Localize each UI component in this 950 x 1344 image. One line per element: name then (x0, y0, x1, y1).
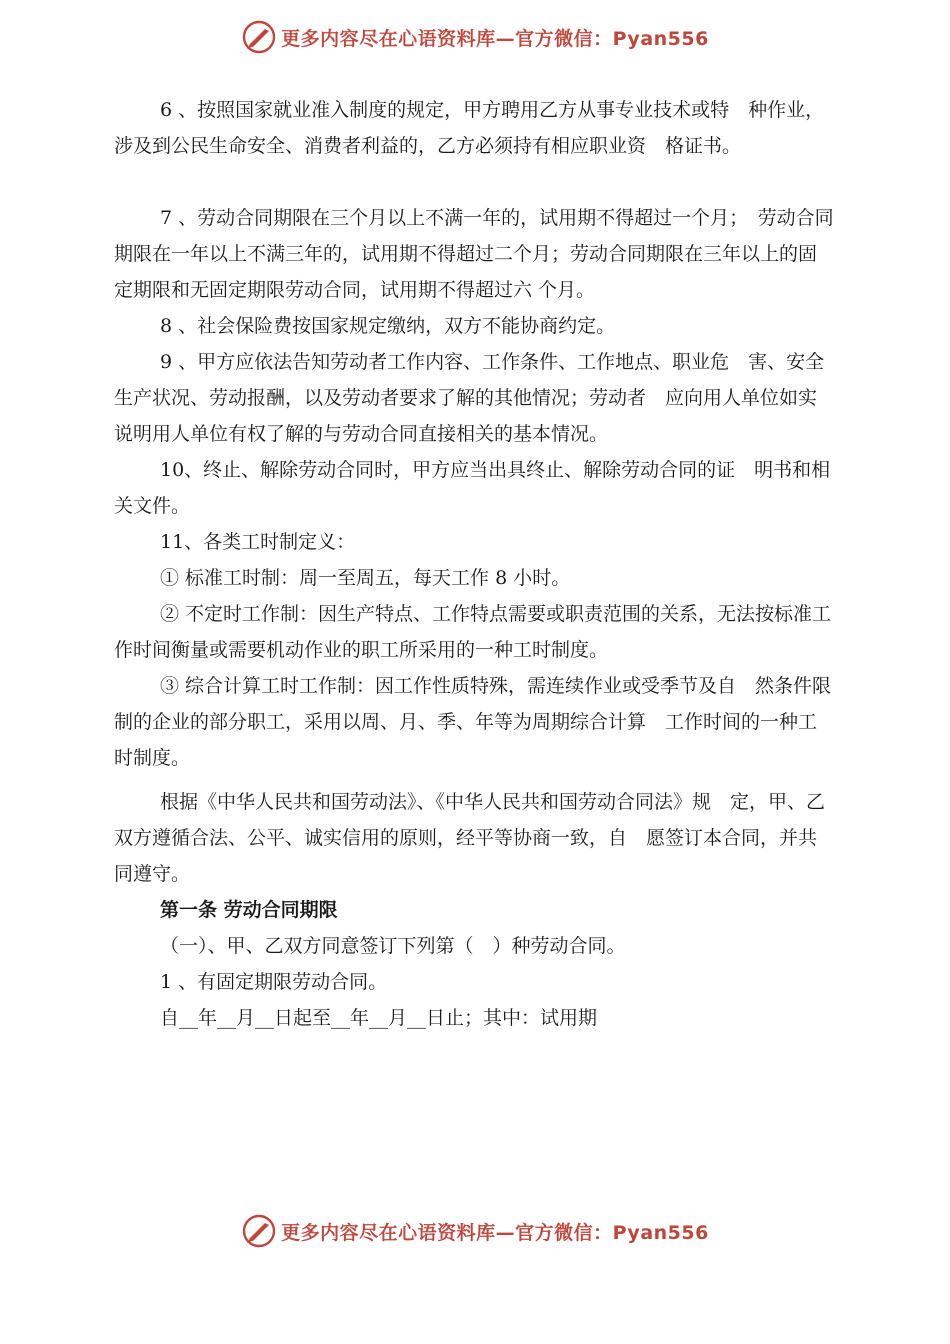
standard-hours: ① 标准工时制：周一至周五，每天工作 8 小时。 (160, 567, 571, 589)
paragraph-10: 10、终止、解除劳动合同时，甲方应当出具终止、解除劳动合同的证 明书和相关文件。 (114, 459, 831, 517)
banner-text: 更多内容尽在心语资料库—官方微信：Pyan556 (281, 1221, 709, 1244)
header-banner (0, 12, 950, 62)
article-1-heading: 第一条 劳动合同期限 (160, 899, 338, 921)
pen-logo-icon (241, 1213, 277, 1249)
footer-banner (0, 1206, 950, 1256)
fixed-term-clause: 1 、有固定期限劳动合同。 (160, 971, 388, 993)
paragraph-11: 11、各类工时制定义： (160, 531, 356, 553)
legal-basis: 根据《中华人民共和国劳动法》、《中华人民共和国劳动合同法》规 定，甲、乙双方遵循合法、公平、诚实信用的原则，经平等协商一致，自 愿签订本合同，并共同遵守。 (114, 791, 826, 885)
paragraph-9: 9 、甲方应依法告知劳动者工作内容、工作条件、工作地点、职业危 害、安全生产状况、劳动报酬，以及劳动者要求了解的其他情况；劳动者 应向用人单位如实说明用人单位有权了解的与劳动合同直接相关的基本情况。 (114, 351, 825, 445)
banner-text: 更多内容尽在心语资料库—官方微信：Pyan556 (281, 27, 709, 50)
document-body (114, 92, 834, 1036)
flexible-hours: ② 不定时工作制：因生产特点、工作特点需要或职责范围的关系，无法按标准工作时间衡量或需要机动作业的职工所采用的一种工时制度。 (114, 603, 832, 661)
comprehensive-hours: ③ 综合计算工时工作制：因工作性质特殊，需连续作业或受季节及自 然条件限制的企业的部分职工，采用以周、月、季、年等为周期综合计算 工作时间的一种工时制度。 (114, 675, 832, 769)
term-dates-line: 自__年__月__日起至__年__月__日止；其中：试用期 (160, 1007, 598, 1029)
paragraph-8: 8 、社会保险费按国家规定缴纳，双方不能协商约定。 (160, 315, 616, 337)
paragraph-6: 6 、按照国家就业准入制度的规定，甲方聘用乙方从事专业技术或特 种作业，涉及到公民生命安全、消费者利益的，乙方必须持有相应职业资 格证书。 (114, 99, 825, 157)
pen-logo-icon (241, 19, 277, 55)
contract-type-clause: （一）、甲、乙双方同意签订下列第（ ）种劳动合同。 (160, 935, 626, 957)
paragraph-7: 7 、劳动合同期限在三个月以上不满一年的，试用期不得超过一个月； 劳动合同期限在一年以上不满三年的，试用期不得超过二个月；劳动合同期限在三年以上的固定期限和无固定期限劳动合同，试用期不得超过六 个月。 (114, 207, 834, 301)
